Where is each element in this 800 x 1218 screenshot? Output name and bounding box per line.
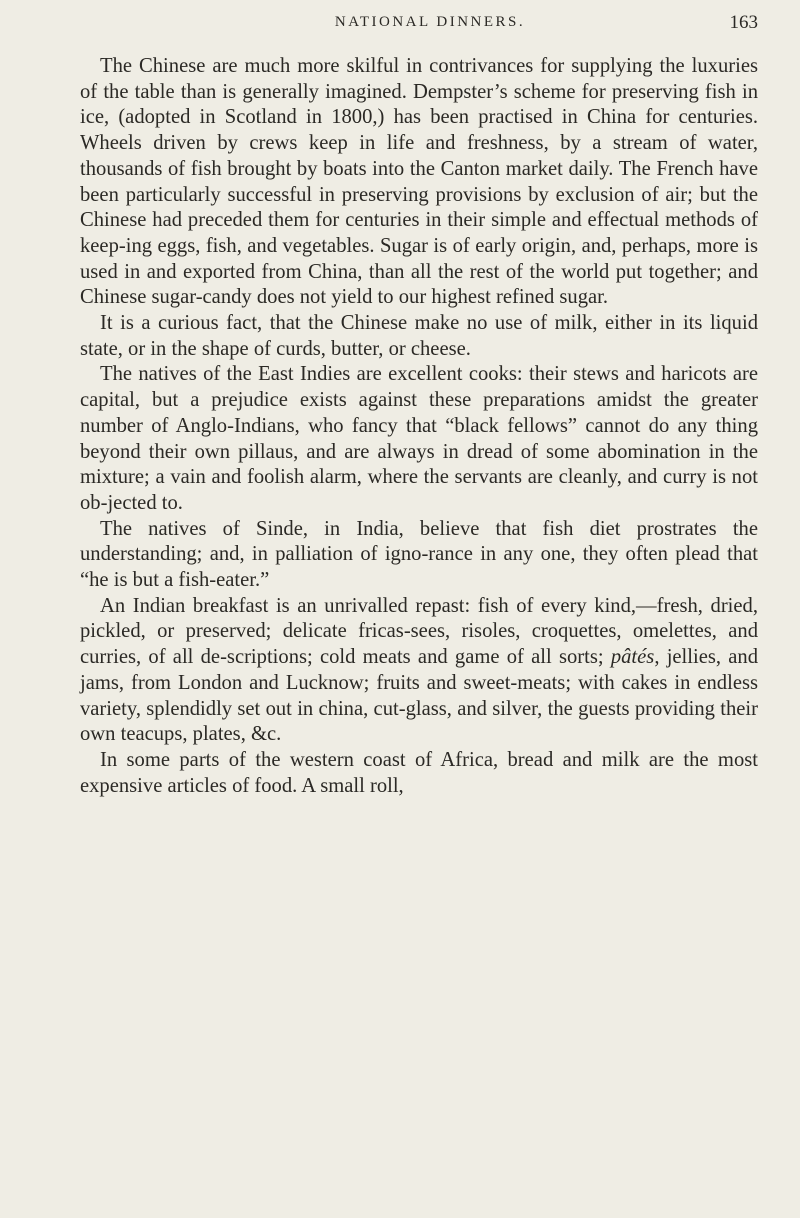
paragraph-east-indies-cooks: The natives of the East Indies are excellent cooks: their stews and haricots are capital, but a prejudice exists against these preparations amidst the greater number of Anglo-Indians, who fancy that “black fellows” cannot do any thing beyond their own pillaus, and are always in dread of some abomination in the mixture; a vain and foolish alarm, where the servants are cleanly, and curry is not ob-jected to. [80,363,758,514]
breakfast-text-before: An Indian breakfast is an unrivalled repast: fish of every kind,—fresh, dried, pickled, or preserved; delicate fricas-sees, risoles, croquettes, omelettes, and curries, of all de-scriptions; cold meats and game of all sorts; [80,594,758,669]
paragraph-indian-breakfast [80,594,758,748]
paragraph-chinese-milk: It is a curious fact, that the Chinese make no use of milk, either in its liquid state, or in the shape of curds, butter, or cheese. [80,312,758,360]
body-text [80,54,758,799]
breakfast-emphasis: pâtés [610,646,655,669]
page-number: 163 [729,12,758,33]
paragraph-africa-bread: In some parts of the western coast of Africa, bread and milk are the most expensive articles of food. A small roll, [80,748,758,797]
paragraph-chinese-contrivances: The Chinese are much more skilful in contrivances for supplying the luxuries of the table than is generally imagined. Dempster’s scheme for preserving fish in ice, (adopted in Scotland in 1800,) has been practised in China for centuries. Wheels driven by crews keep in life and freshness, by a stream of water, thousands of fish brought by boats into the Canton market daily. The French have been particularly successful in preserving provisions by exclusion of air; but the Chinese had preceded them for centuries in their simple and effectual methods of keep-ing eggs, fish, and vegetables. Sugar is of early origin, and, perhaps, more is used in and exported from China, than all the rest of the world put together; and Chinese sugar-candy does not yield to our highest refined sugar. [80,55,758,309]
paragraph-sinde-fish-diet: The natives of Sinde, in India, believe that fish diet prostrates the understanding; and, in palliation of igno-rance in any one, they often plead that “he is but a fish-eater.” [80,517,758,592]
running-title: NATIONAL DINNERS. [334,14,526,30]
breakfast-text-after: , jellies, and jams, from London and Lucknow; fruits and sweet-meats; with cakes in endless variety, splendidly set out in china, cut-glass, and silver, the guests providing their own teacups, plates, &c. [80,646,759,746]
running-head [80,12,758,38]
